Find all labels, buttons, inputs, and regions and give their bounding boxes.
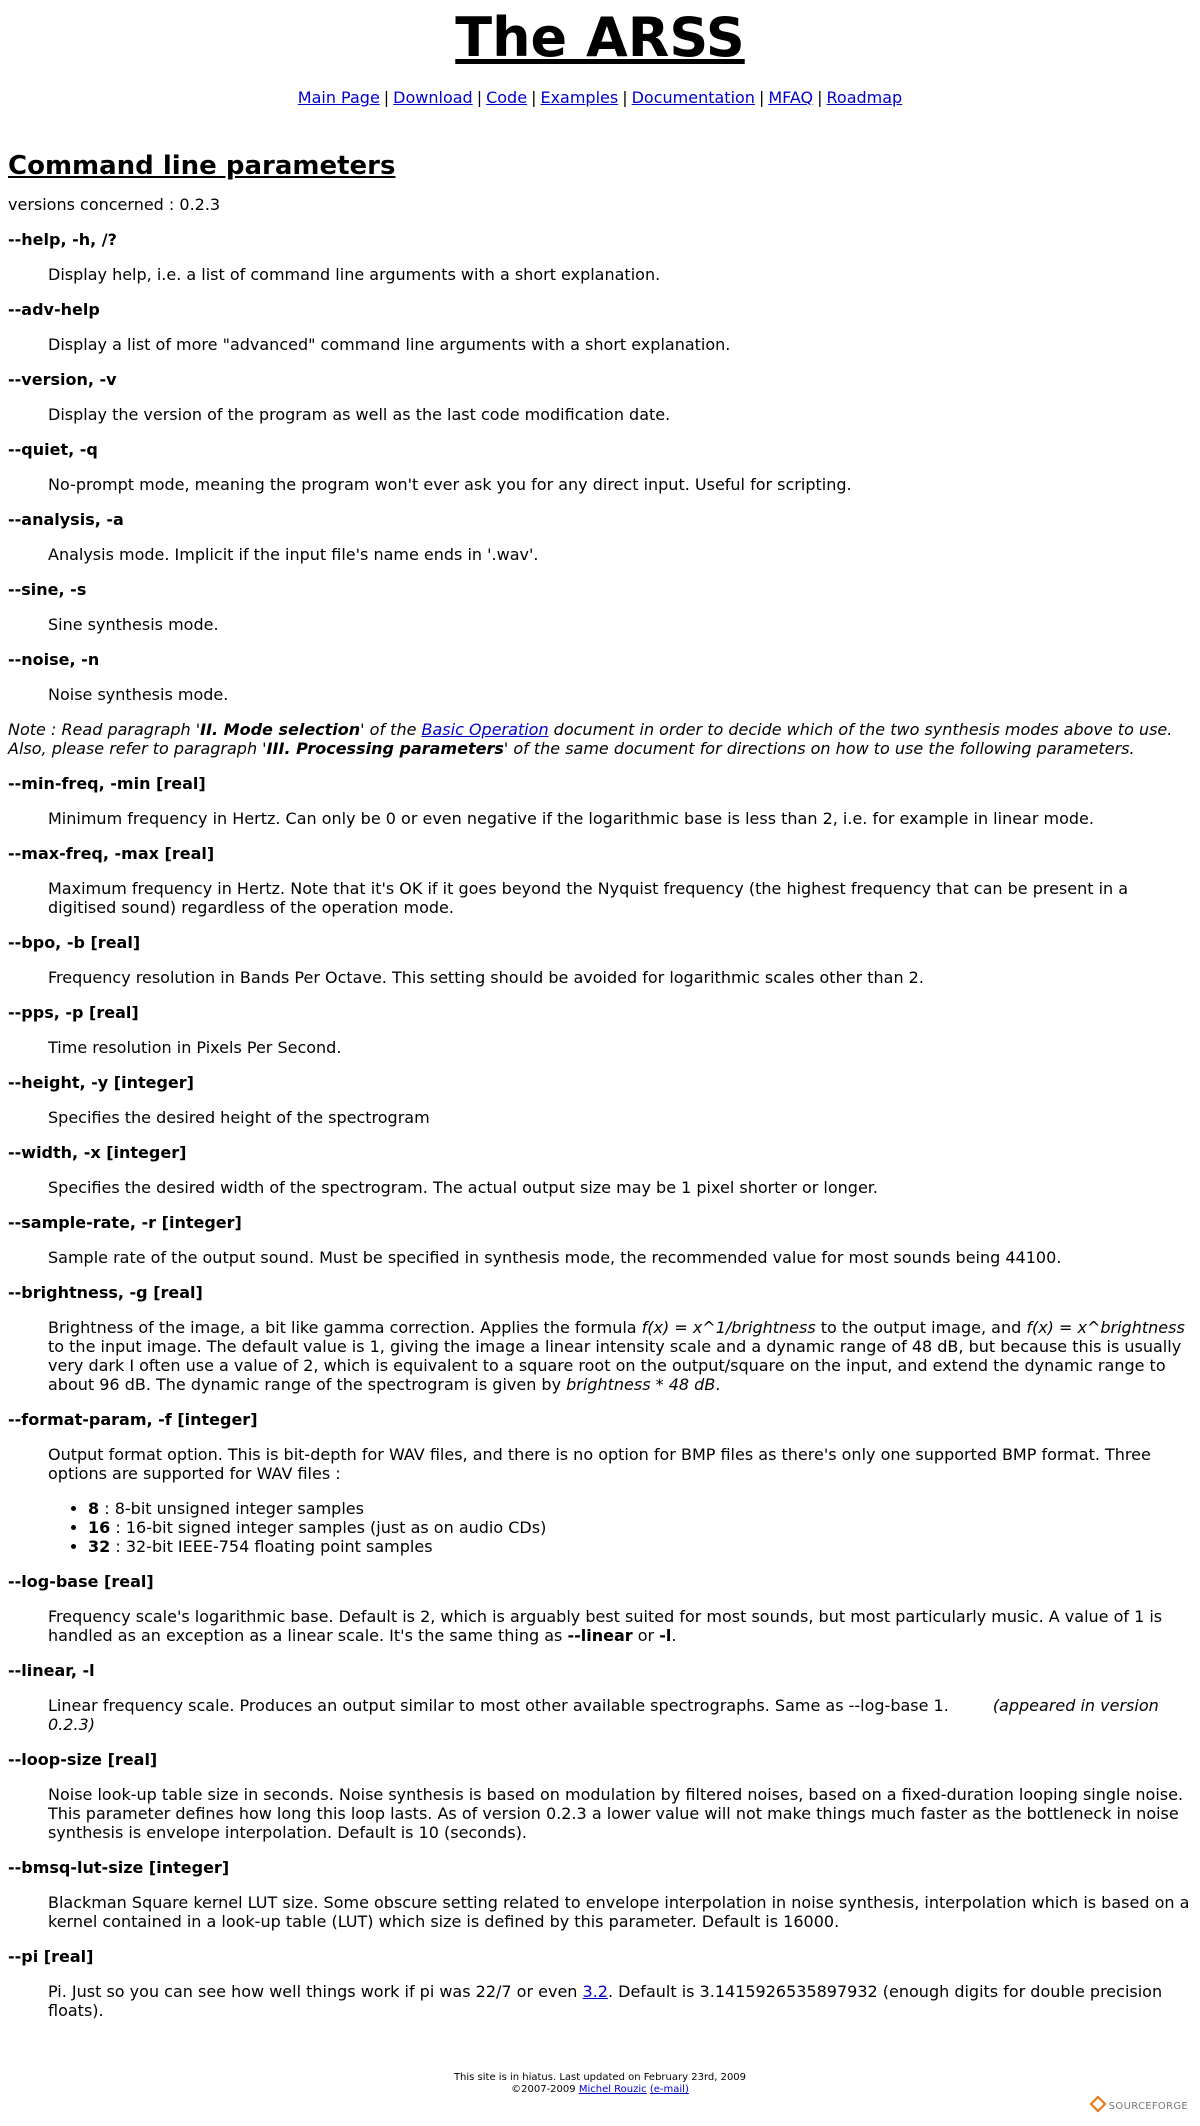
nav-separator: | (476, 88, 483, 107)
param-analysis: --analysis, -a (8, 510, 124, 529)
pi-3-2-link[interactable]: 3.2 (582, 1982, 608, 2001)
param-bmsq-lut-size: --bmsq-lut-size [integer] (8, 1858, 230, 1877)
footer-copyright-line (0, 2084, 1200, 2096)
basic-operation-link[interactable]: Basic Operation (421, 720, 549, 739)
param-max-freq-desc: Maximum frequency in Hertz. Note that it's OK if it goes beyond the Nyquist frequency (the highest frequency that can be present in a digitised sound) regardless of the operation mode. (48, 879, 1129, 917)
param-width-desc: Specifies the desired width of the spectrogram. The actual output size may be 1 pixel shorter or longer. (48, 1178, 878, 1197)
list-item (88, 1518, 1192, 1537)
note-emphasis: II. Mode selection (200, 720, 361, 739)
note-text: Note : Read paragraph ' (8, 720, 201, 739)
site-title: The ARSS (455, 6, 745, 69)
param-sine-desc: Sine synthesis mode. (48, 615, 219, 634)
desc-text: Pi. Just so you can see how well things work if pi was 22/7 or even (48, 1982, 583, 2001)
param-log-base: --log-base [real] (8, 1572, 154, 1591)
param-pi: --pi [real] (8, 1947, 94, 1966)
nav-code[interactable]: Code (486, 88, 528, 107)
param-sine: --sine, -s (8, 580, 87, 599)
nav-roadmap[interactable]: Roadmap (826, 88, 903, 107)
author-link[interactable]: Michel Rouzic (578, 2084, 647, 2095)
param-bpo: --bpo, -b [real] (8, 933, 141, 952)
desc-text: Linear frequency scale. Produces an output similar to most other available spectrographs. Same as --log-base 1. (48, 1696, 949, 1715)
nav-download[interactable]: Download (393, 88, 473, 107)
param-min-freq-desc: Minimum frequency in Hertz. Can only be 0 or even negative if the logarithmic base is less than 2, i.e. for example in linear mode. (48, 809, 1094, 828)
param-linear: --linear, -l (8, 1661, 95, 1680)
param-linear-desc (48, 1696, 1192, 1734)
param-version-desc: Display the version of the program as well as the last code modification date. (48, 405, 671, 424)
param-height-desc: Specifies the desired height of the spectrogram (48, 1108, 430, 1127)
nav-mfaq[interactable]: MFAQ (768, 88, 814, 107)
param-analysis-desc: Analysis mode. Implicit if the input file's name ends in '.wav'. (48, 545, 539, 564)
email-link[interactable]: (e-mail) (649, 2084, 689, 2095)
sourceforge-label: SOURCEFORGE (1108, 2101, 1188, 2112)
desc-text: or (632, 1626, 660, 1645)
desc-text: . Default is 3.1415926535897932 (enough digits for double precision floats). (48, 1982, 1163, 2020)
top-nav (0, 88, 1200, 107)
note-text: ' of the (360, 720, 422, 739)
param-format-param: --format-param, -f [integer] (8, 1410, 258, 1429)
option-key: 16 (88, 1518, 111, 1537)
desc-text: . (671, 1626, 677, 1645)
formula: f(x) = x^1/brightness (641, 1318, 816, 1337)
param-adv-help-desc: Display a list of more "advanced" command line arguments with a short explanation. (48, 335, 731, 354)
param-adv-help: --adv-help (8, 300, 100, 319)
nav-separator: | (622, 88, 628, 107)
desc-text: . (715, 1375, 721, 1394)
list-item (88, 1537, 1192, 1556)
versions-concerned: versions concerned : 0.2.3 (8, 195, 221, 214)
param-pps: --pps, -p [real] (8, 1003, 139, 1022)
option-text: : 8-bit unsigned integer samples (99, 1499, 364, 1518)
desc-text: Output format option. This is bit-depth for WAV files, and there is no option for BMP files as there's only one supported BMP format. Three options are supported for WAV files : (48, 1445, 1151, 1483)
param-brightness: --brightness, -g [real] (8, 1283, 203, 1302)
param-brightness-desc (48, 1318, 1192, 1394)
desc-text: Frequency scale's logarithmic base. Default is 2, which is arguably best suited for most sounds, but most particularly music. A value of 1 is handled as an exception as a linear scale. It's the same thing as (48, 1607, 1163, 1645)
desc-text: Brightness of the image, a bit like gamma correction. Applies the formula (48, 1318, 642, 1337)
param-bpo-desc: Frequency resolution in Bands Per Octave. This setting should be avoided for logarithmic scales other than 2. (48, 968, 924, 987)
nav-separator: | (817, 88, 823, 107)
formula: f(x) = x^brightness (1026, 1318, 1185, 1337)
param-help-desc: Display help, i.e. a list of command line arguments with a short explanation. (48, 265, 661, 284)
page-bottom-spacer (0, 2096, 1200, 2126)
nav-separator: | (758, 88, 765, 107)
desc-text: to the output image, and (815, 1318, 1027, 1337)
nav-separator: | (383, 88, 390, 107)
param-noise: --noise, -n (8, 650, 100, 669)
appeared-version: (appeared in version 0.2.3) (48, 1696, 1159, 1734)
nav-main-page[interactable]: Main Page (297, 88, 380, 107)
note-text: Also, please refer to paragraph ' (8, 739, 267, 758)
param-noise-desc: Noise synthesis mode. (48, 685, 229, 704)
sourceforge-logo[interactable] (1092, 2097, 1188, 2116)
param-format-param-desc (48, 1445, 1192, 1556)
param-quiet: --quiet, -q (8, 440, 98, 459)
page-heading: Command line parameters (8, 151, 396, 181)
param-version: --version, -v (8, 370, 117, 389)
param-sample-rate: --sample-rate, -r [integer] (8, 1213, 242, 1232)
option-text: : 16-bit signed integer samples (just as on audio CDs) (110, 1518, 547, 1537)
nav-documentation[interactable]: Documentation (631, 88, 755, 107)
nav-separator: | (531, 88, 537, 107)
mode-selection-note (8, 720, 1192, 758)
param-log-base-desc (48, 1607, 1192, 1645)
param-min-freq: --min-freq, -min [real] (8, 774, 206, 793)
param-quiet-desc: No-prompt mode, meaning the program won't ever ask you for any direct input. Useful for scripting. (48, 475, 852, 494)
param-height: --height, -y [integer] (8, 1073, 194, 1092)
desc-text: to the input image. The default value is 1, giving the image a linear intensity scale and a dynamic range of 48 dB, but because this is usually very dark I often use a value of 2, which is equivalent to a square root on the output/square on the input, and extend the dynamic range to about 96 dB. The dynamic range of the spectrogram is given by (48, 1337, 1182, 1394)
format-options-list (48, 1499, 1192, 1556)
param-bmsq-lut-size-desc: Blackman Square kernel LUT size. Some obscure setting related to envelope interpolation in noise synthesis, interpolation which is based on a kernel contained in a look-up table (LUT) which size is defined by this parameter. Default is 16000. (48, 1893, 1190, 1931)
param-max-freq: --max-freq, -max [real] (8, 844, 215, 863)
footer (0, 2072, 1200, 2096)
list-item (88, 1499, 1192, 1518)
copyright: ©2007-2009 (511, 2084, 576, 2095)
param-width: --width, -x [integer] (8, 1143, 187, 1162)
nav-examples[interactable]: Examples (540, 88, 619, 107)
inline-param: --linear (567, 1626, 633, 1645)
param-pi-desc (48, 1982, 1192, 2020)
option-key: 32 (88, 1537, 111, 1556)
sourceforge-diamond-icon (1089, 2096, 1106, 2113)
note-text: ' of the same document for directions on how to use the following parameters. (503, 739, 1135, 758)
note-text: document in order to decide which of the two synthesis modes above to use. (548, 720, 1173, 739)
note-emphasis: III. Processing parameters (266, 739, 504, 758)
param-loop-size-desc: Noise look-up table size in seconds. Noise synthesis is based on modulation by filtered noises, based on a fixed-duration looping single noise. This parameter defines how long this loop lasts. As of version 0.2.3 a lower value will not make things much faster as the bottleneck in noise synthesis is envelope interpolation. Default is 10 (seconds). (48, 1785, 1184, 1842)
option-key: 8 (88, 1499, 100, 1518)
param-sample-rate-desc: Sample rate of the output sound. Must be specified in synthesis mode, the recommended value for most sounds being 44100. (48, 1248, 1062, 1267)
inline-param: -l (659, 1626, 672, 1645)
option-text: : 32-bit IEEE-754 floating point samples (110, 1537, 433, 1556)
formula: brightness * 48 dB (566, 1375, 716, 1394)
param-loop-size: --loop-size [real] (8, 1750, 158, 1769)
param-help: --help, -h, /? (8, 230, 117, 249)
footer-status: This site is in hiatus. Last updated on February 23rd, 2009 (453, 2072, 747, 2083)
param-pps-desc: Time resolution in Pixels Per Second. (48, 1038, 342, 1057)
